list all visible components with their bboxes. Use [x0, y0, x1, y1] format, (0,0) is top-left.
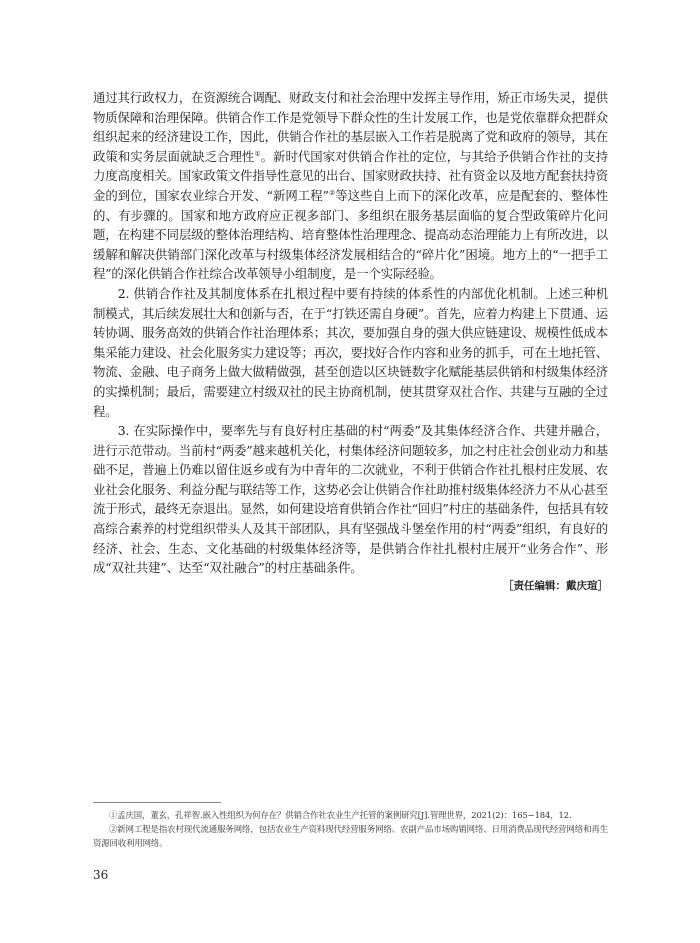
footnote-ref-2[interactable]: ② — [328, 188, 336, 197]
footnotes — [93, 808, 608, 851]
article-body — [93, 88, 608, 578]
footnote-divider — [93, 802, 221, 803]
paragraph-1-part-b: 。新时代国家对供销合作社的定位，与其给予供销合作社的支持力度高度相关。国家政策文件指导性意见的出台、国家财政扶持、社有资金以及地方配套扶持资金的到位，国家农业综合开发、“新网工程” — [93, 148, 608, 203]
footnote-2: ②新网工程是指农村现代流通服务网络，包括农业生产资料现代经营服务网络、农副产品市场购销网络、日用消费品现代经营网络和再生资源回收利用网络。 — [93, 824, 608, 849]
page-number: 36 — [93, 868, 109, 882]
paragraph-3: 3. 在实际操作中，要率先与有良好村庄基础的村“两委”及其集体经济合作、共建并融合，进行示范带动。当前村“两委”越来越机关化，村集体经济问题较多，加之村庄社会创业动力和基础不足，普遍上仍难以留住返乡或有为中青年的二次就业，不利于供销合作社扎根村庄发展、农业社会化服务、利益分配与联结等工作，这势必会让供销合作社助推村级集体经济力不从心甚至流于形式，最终无奈退出。显然，如何建设培育供销合作社“回归”村庄的基础条件，包括具有较高综合素养的村党组织带头人及其干部团队，具有坚强战斗堡垒作用的村“两委”组织，有良好的经济、社会、生态、文化基础的村级集体经济等，是供销合作社扎根村庄展开“业务合作”、形成“双社共建”、达至“双社融合”的村庄基础条件。 — [93, 423, 608, 576]
footnote-ref-1[interactable]: ① — [254, 149, 261, 158]
paragraph-2: 2. 供销合作社及其制度体系在扎根过程中要有持续的体系性的内部优化机制。上述三种机制模式，其后续发展壮大和创新与否，在于“打铁还需自身硬”。首先，应着力构建上下贯通、运转协调、服务高效的供销合作社治理体系；其次，要加强自身的强大供应链建设、规模性低成本集采能力建设、社会化服务实力建设等；再次，要找好合作内容和业务的抓手，可在土地托管、物流、金融、电子商务上做大做精做强，甚至创造以区块链数字化赋能基层供销和村级集体经济的实操机制；最后，需要建立村级双社的民主协商机制，使其贯穿双社合作、共建与互融的全过程。 — [93, 285, 608, 419]
responsible-editor: ［责任编辑：戴庆瑄］ — [503, 580, 608, 592]
paragraph-1-part-c: 等这些自上而下的深化改革，应是配套的、整体性的、有步骤的。国家和地方政府应正视多部门、多组织在服务基层面临的复合型政策碎片化问题，在构建不同层级的整体治理结构、培育整体性治理理念、提高动态治理能力上有所改进，以缓解和解决供销部门深化改革与村级集体经济发展相结合的“碎片化”困境。地方上的“一把手工程”的深化供销合作社综合改革领导小组制度，是一个实际经验。 — [93, 187, 608, 282]
paragraph-1-part-a: 通过其行政权力，在资源统合调配、财政支付和社会治理中发挥主导作用，矫正市场失灵，提供物质保障和治理保障。供销合作工作是党领导下群众性的生计发展工作，也是党依靠群众把群众组织起来的经济建设工作，因此，供销合作社的基层嵌入工作若是脱离了党和政府的领导，其在政策和实务层面就缺乏合理性 — [93, 90, 608, 164]
paragraph-1 — [93, 88, 608, 284]
footnote-1: ①孟庆国，董玄，孔祥智.嵌入性组织为何存在？供销合作社农业生产托管的案例研究[J].管理世界，2021(2)：165−184，12. — [108, 810, 572, 820]
